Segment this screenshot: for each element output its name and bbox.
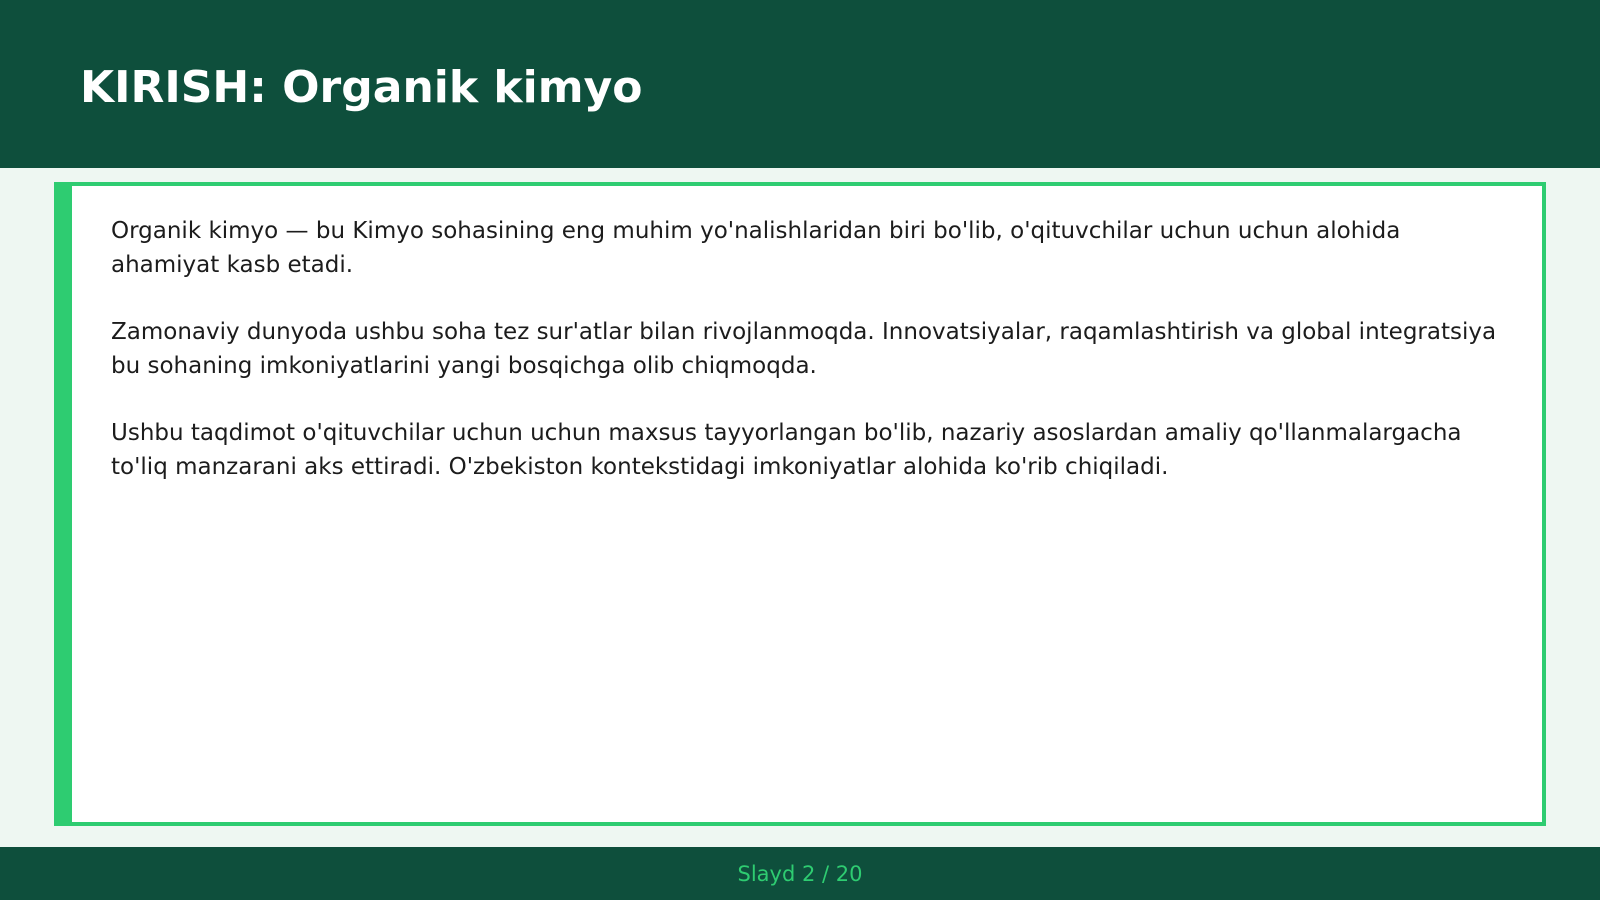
paragraph: Organik kimyo — bu Kimyo sohasining eng muhim yo'nalishlaridan biri bo'lib, o'qituvchilar uchun uchun alohida ahamiyat kasb etadi. [111,218,1401,278]
paragraph: Ushbu taqdimot o'qituvchilar uchun uchun maxsus tayyorlangan bo'lib, nazariy asoslardan amaliy qo'llanmalargacha to'liq manzarani aks ettiradi. O'zbekiston kontekstidagi imkoniyatlar alohida ko'rib chiqiladi. [111,420,1462,480]
slide-header [0,0,1600,168]
slide-footer [0,847,1600,900]
content-card [54,182,1546,826]
paragraph: Zamonaviy dunyoda ushbu soha tez sur'atlar bilan rivojlanmoqda. Innovatsiyalar, raqamlashtirish va global integratsiya bu sohaning imkoniyatlarini yangi bosqichga olib chiqmoqda. [111,319,1497,379]
slide-counter: Slayd 2 / 20 [737,862,863,886]
content-body [111,214,1501,517]
slide-title: KIRISH: Organik kimyo [80,62,643,113]
